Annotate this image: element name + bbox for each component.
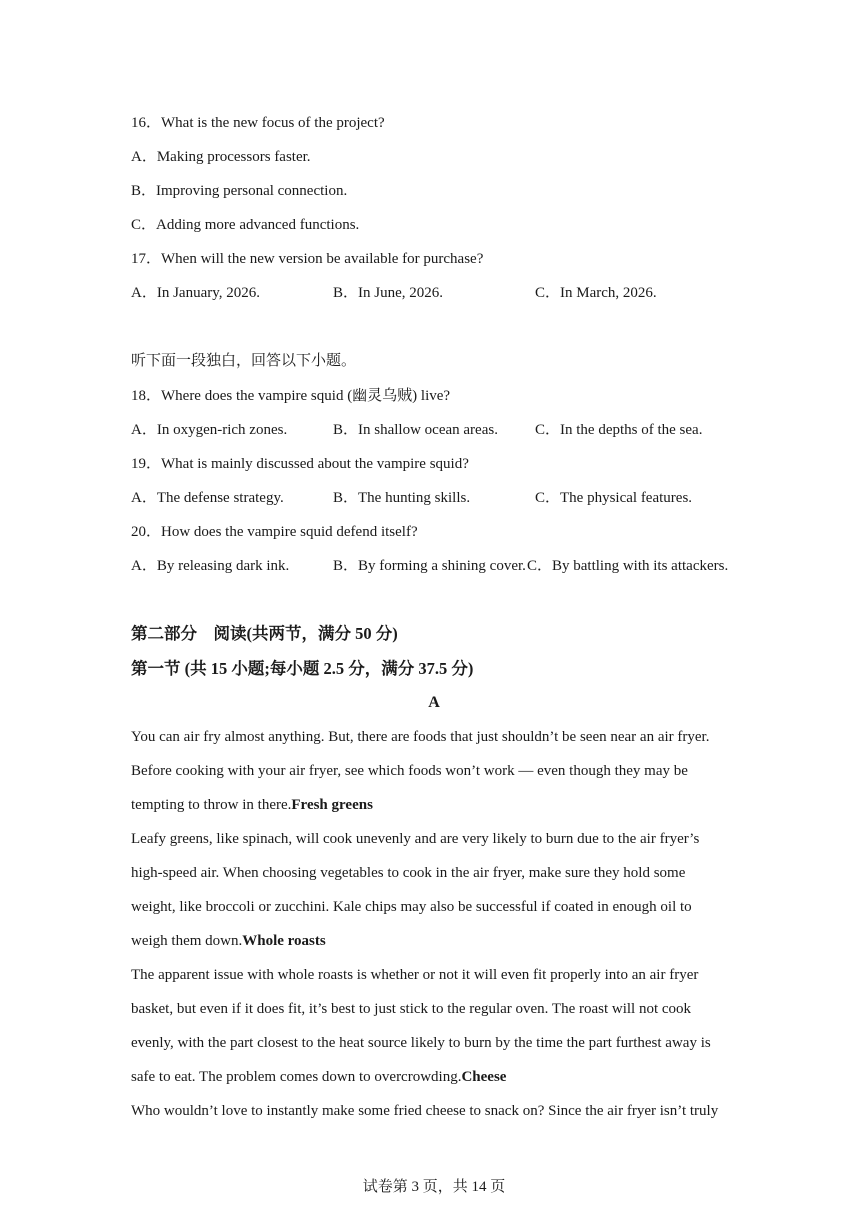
q18-option-b: B．In shallow ocean areas. xyxy=(333,422,498,438)
passage-line: high-speed air. When choosing vegetables to cook in the air fryer, make sure they hold some xyxy=(131,865,686,881)
q16-option-b: B．Improving personal connection. xyxy=(131,183,348,199)
passage-line: basket, but even if it does fit, it’s best to just stick to the regular oven. The roast will not cook xyxy=(131,1001,692,1017)
part-heading: 第二部分 阅读(共两节，满分 50 分) xyxy=(131,624,398,643)
passage-line: evenly, with the part closest to the heat source likely to burn by the time the part furthest away is xyxy=(131,1035,711,1051)
q19-option-b: B．The hunting skills. xyxy=(333,490,471,506)
passage-line: The apparent issue with whole roasts is whether or not it will even fit properly into an air fryer xyxy=(131,967,699,983)
q20-option-a: A．By releasing dark ink. xyxy=(131,558,290,574)
q20-option-b: B．By forming a shining cover. xyxy=(333,558,526,574)
passage-line: tempting to throw in there.Fresh greens xyxy=(131,797,373,813)
section-heading: 第一节 (共 15 小题;每小题 2.5 分，满分 37.5 分) xyxy=(131,659,474,678)
q17-option-b: B．In June, 2026. xyxy=(333,285,443,301)
q18-option-c: C．In the depths of the sea. xyxy=(535,422,703,438)
passage-line: weigh them down.Whole roasts xyxy=(131,933,326,949)
subheading-fresh-greens: Fresh greens xyxy=(291,797,373,813)
q19-option-a: A．The defense strategy. xyxy=(131,490,284,506)
q17-option-c: C．In March, 2026. xyxy=(535,285,657,301)
subheading-cheese: Cheese xyxy=(461,1069,507,1085)
question-17: 17．When will the new version be available for purchase? xyxy=(131,251,484,267)
q18-option-a: A．In oxygen-rich zones. xyxy=(131,422,288,438)
q16-option-c: C．Adding more advanced functions. xyxy=(131,217,360,233)
question-18: 18．Where does the vampire squid (幽灵乌贼) live? xyxy=(131,388,451,404)
passage-line: Leafy greens, like spinach, will cook unevenly and are very likely to burn due to the air fryer’s xyxy=(131,831,700,847)
question-19: 19．What is mainly discussed about the vampire squid? xyxy=(131,456,469,472)
passage-line: Before cooking with your air fryer, see which foods won’t work — even though they may be xyxy=(131,763,688,779)
page-footer: 试卷第 3 页，共 14 页 xyxy=(362,1179,506,1195)
monologue-instruction: 听下面一段独白，回答以下小题。 xyxy=(131,353,357,369)
q20-option-c: C．By battling with its attackers. xyxy=(527,558,729,574)
subheading-whole-roasts: Whole roasts xyxy=(242,933,326,949)
q16-option-a: A．Making processors faster. xyxy=(131,149,311,165)
passage-line: weight, like broccoli or zucchini. Kale chips may also be successful if coated in enough oil to xyxy=(131,899,692,915)
passage-line: You can air fry almost anything. But, there are foods that just shouldn’t be seen near an air fryer. xyxy=(131,729,710,745)
passage-label: A xyxy=(428,694,440,711)
q17-option-a: A．In January, 2026. xyxy=(131,285,261,301)
question-16: 16．What is the new focus of the project? xyxy=(131,115,385,131)
question-20: 20．How does the vampire squid defend itself? xyxy=(131,524,418,540)
q19-option-c: C．The physical features. xyxy=(535,490,693,506)
passage-line: safe to eat. The problem comes down to overcrowding.Cheese xyxy=(131,1069,507,1085)
passage-line: Who wouldn’t love to instantly make some fried cheese to snack on? Since the air fryer isn’t truly xyxy=(131,1103,719,1119)
